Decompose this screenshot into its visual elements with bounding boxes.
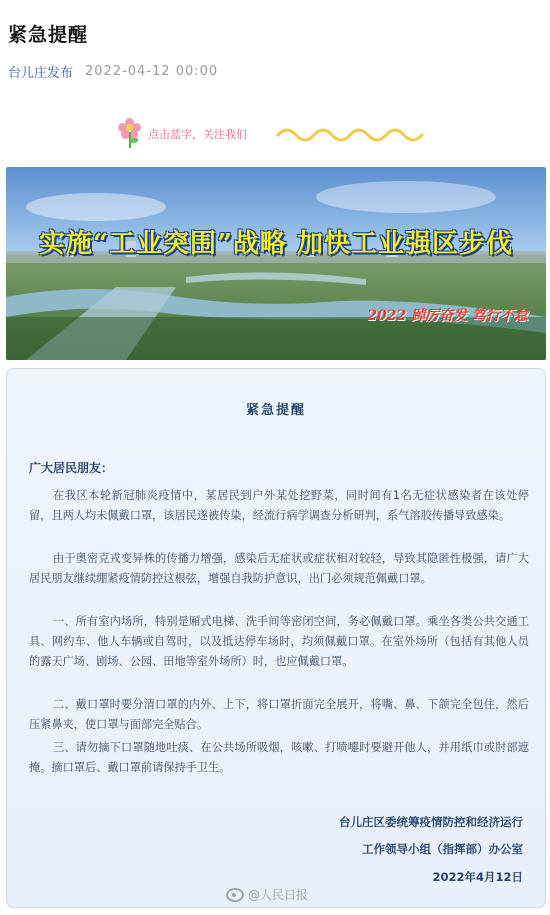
- signature-line: 台儿庄区委统筹疫情防控和经济运行: [339, 815, 523, 829]
- notice-salutation: 广大居民朋友：: [29, 461, 114, 475]
- banner-image: [6, 167, 546, 360]
- flower-icon: [118, 118, 142, 150]
- follow-prompt[interactable]: [118, 118, 247, 150]
- wave-icon: [276, 124, 428, 146]
- author-link[interactable]: 台儿庄发布: [8, 66, 74, 81]
- signature-date: 2022年4月12日: [432, 870, 523, 884]
- publish-date: 2022-04-12 00:00: [85, 64, 219, 79]
- weibo-icon: [226, 888, 244, 902]
- notice-paragraph: 在我区本轮新冠肺炎疫情中，某居民到户外某处挖野菜，同时间有1名无症状感染者在该处停留，且两人均未佩戴口罩，该居民遂被传染，经流行病学调查分析研判，系气溶胶传播导致感染。: [29, 489, 529, 522]
- follow-text: 点击蓝字，关注我们: [148, 128, 247, 141]
- banner-slogan: 2022 踔厉奋发 笃行不怠: [367, 308, 528, 324]
- notice-paragraph: 一、所有室内场所，特别是厢式电梯、洗手间等密闭空间，务必佩戴口罩。乘坐各类公共交通工具、网约车、他人车辆或自驾时，以及抵达停车场时，均须佩戴口罩。在室外场所（包括有其他人员的露天广场、剧场、公园、田地等室外场所）时，也应佩戴口罩。: [29, 615, 529, 668]
- notice-card: [6, 368, 546, 908]
- notice-paragraph: 二、戴口罩时要分清口罩的内外、上下，将口罩折面完全展开，将嘴、鼻、下颌完全包住，然后压紧鼻夹，使口罩与面部完全贴合。: [29, 698, 529, 731]
- watermark-text: @人民日报: [248, 888, 309, 902]
- banner-landscape: [6, 167, 546, 360]
- watermark: [226, 886, 308, 903]
- notice-paragraph: 三、请勿摘下口罩随地吐痰、在公共场所吸烟，咳嗽、打喷嚏时要避开他人，并用纸巾或肘部遮掩。摘口罩后、戴口罩前请保持手卫生。: [29, 741, 529, 774]
- notice-paragraph: 由于奥密克戎变异株的传播力增强，感染后无症状或症状相对较轻，导致其隐匿性极强，请广大居民朋友继续绷紧疫情防控这根弦，增强自我防护意识，出门必须规范佩戴口罩。: [29, 552, 529, 585]
- signature-line: 工作领导小组（指挥部）办公室: [362, 842, 523, 856]
- notice-title: 紧急提醒: [245, 403, 306, 418]
- article-title: 紧急提醒: [8, 24, 89, 46]
- article-meta: [8, 62, 218, 81]
- banner-title: 实施“工业突围”战略 加快工业强区步伐: [39, 229, 513, 259]
